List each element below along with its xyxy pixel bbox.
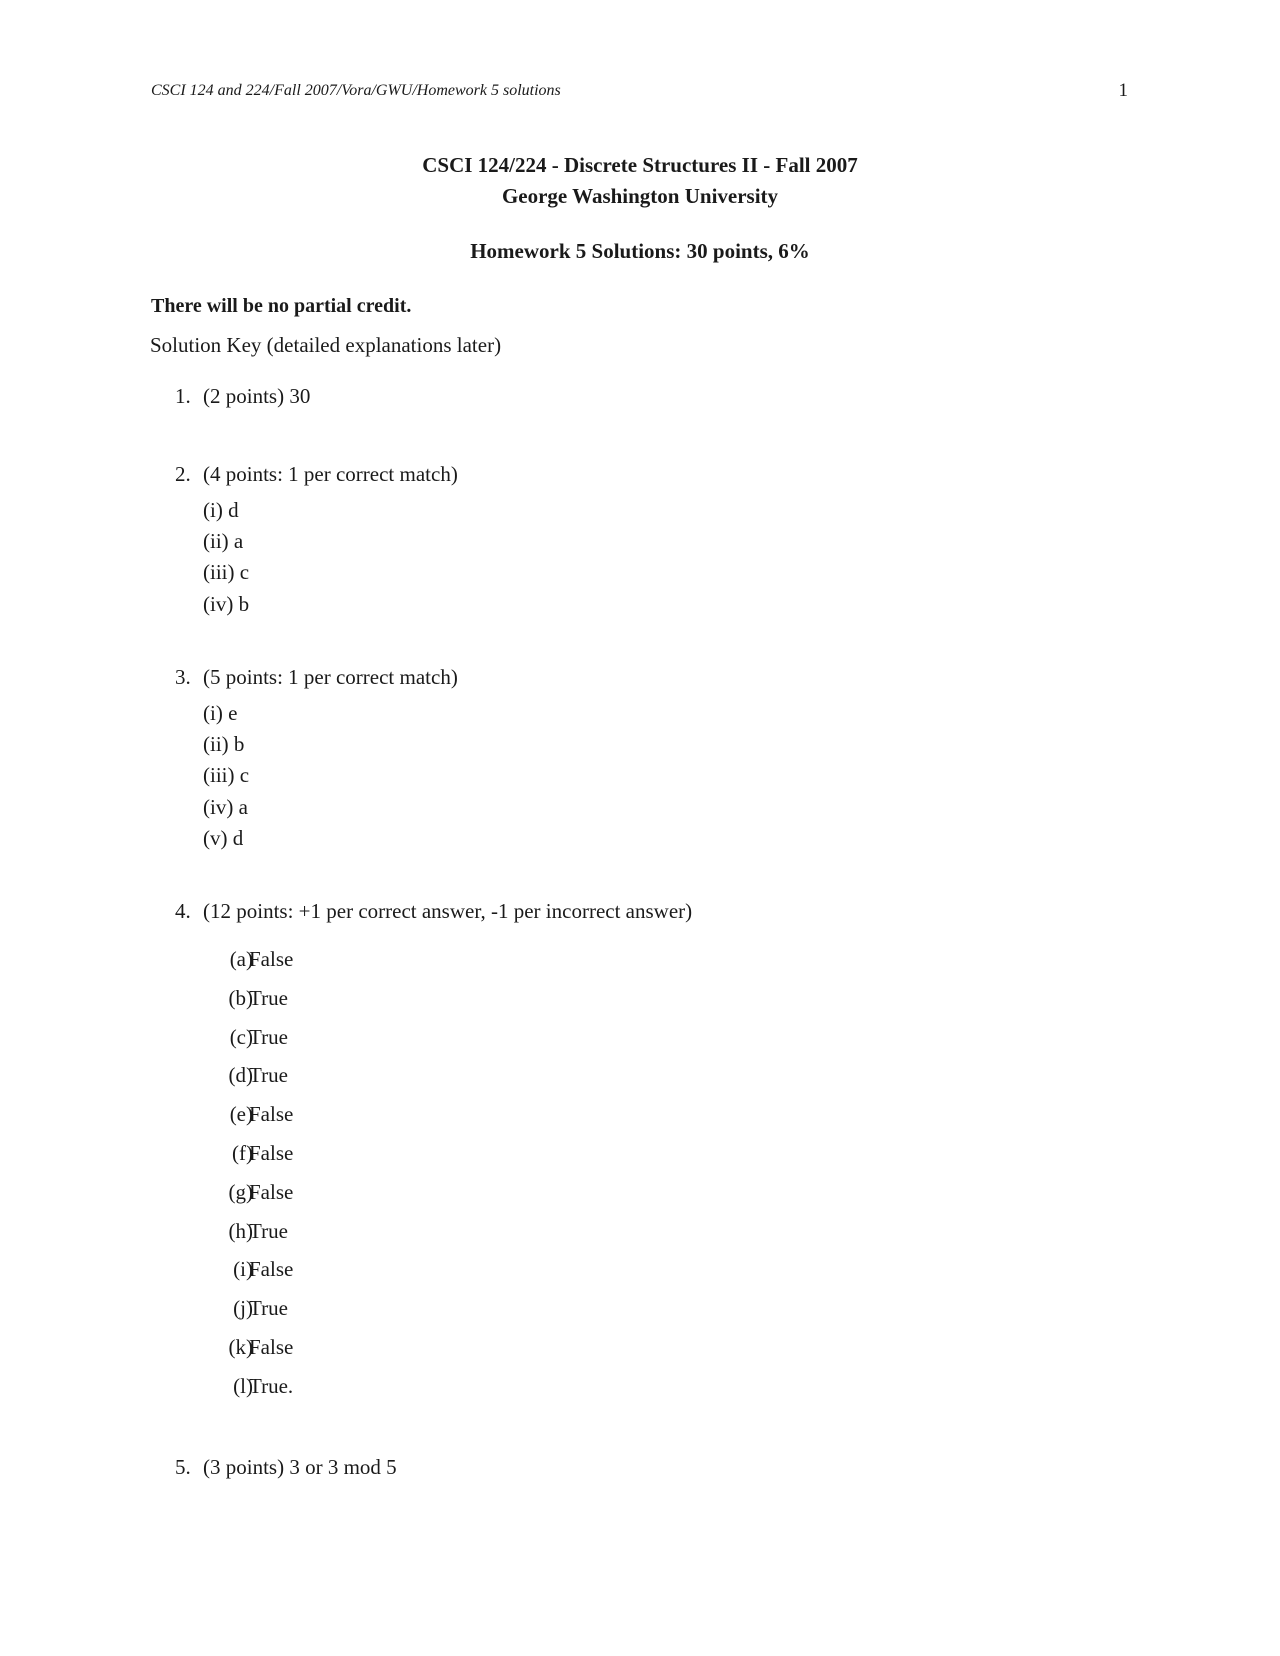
- question-4-answers: [203, 947, 403, 1413]
- answer-item: (iii) c: [203, 763, 250, 788]
- question-text: (5 points: 1 per correct match): [203, 665, 458, 689]
- question-4: [175, 899, 692, 924]
- answer-value: False: [249, 1257, 294, 1282]
- question-1: [175, 384, 310, 409]
- answer-label: (l): [233, 1373, 253, 1398]
- course-title: CSCI 124/224 - Discrete Structures II - Fall 2007: [422, 153, 858, 177]
- homework-title: Homework 5 Solutions: 30 points, 6%: [470, 239, 810, 263]
- answer-item: [203, 986, 403, 1025]
- running-head: CSCI 124 and 224/Fall 2007/Vora/GWU/Homework 5 solutions: [151, 82, 561, 99]
- question-2-answers: [203, 495, 249, 620]
- question-number: 3.: [175, 665, 191, 689]
- answer-item: [203, 1257, 403, 1296]
- title-block: [0, 150, 1280, 212]
- answer-label: (a): [229, 947, 253, 971]
- answer-item: [203, 947, 403, 986]
- answer-label: (b): [228, 985, 253, 1010]
- answer-item: (iii) c: [203, 560, 250, 585]
- page-number: 1: [1118, 80, 1128, 101]
- answer-value: True: [249, 1218, 288, 1243]
- answer-label: (c): [229, 1024, 253, 1049]
- answer-value: False: [249, 1102, 294, 1127]
- university-name: George Washington University: [501, 184, 779, 208]
- answer-value: True: [249, 1063, 288, 1088]
- answer-item: (i) d: [203, 498, 239, 522]
- answer-item: [203, 1296, 403, 1335]
- answer-label: (j): [233, 1296, 253, 1321]
- answer-label: (i): [233, 1257, 253, 1282]
- question-2: [175, 462, 458, 487]
- answer-item: (i) e: [203, 701, 238, 725]
- solution-key-intro: Solution Key (detailed explanations later): [150, 333, 502, 357]
- partial-credit-notice: There will be no partial credit.: [151, 295, 412, 317]
- answer-value: True: [249, 1024, 288, 1049]
- answer-value: False: [249, 947, 294, 971]
- question-number: 2.: [175, 462, 191, 486]
- question-number: 5.: [175, 1455, 191, 1479]
- answer-label: (g): [228, 1179, 253, 1204]
- answer-item: [203, 1025, 403, 1064]
- answer-item: (ii) a: [203, 529, 244, 554]
- answer-label: (f): [232, 1140, 253, 1165]
- answer-item: [203, 1102, 403, 1141]
- answer-label: (d): [228, 1063, 253, 1088]
- question-text: (12 points: +1 per correct answer, -1 per incorrect answer): [203, 899, 693, 923]
- answer-value: False: [249, 1334, 294, 1359]
- answer-value: True: [249, 985, 288, 1010]
- answer-item: [203, 1063, 403, 1102]
- answer-item: [203, 1335, 403, 1374]
- question-text: (3 points) 3 or 3 mod 5: [203, 1455, 397, 1479]
- question-3-answers: [203, 698, 249, 854]
- answer-label: (k): [228, 1334, 253, 1359]
- answer-item: [203, 1180, 403, 1219]
- question-text: (4 points: 1 per correct match): [203, 462, 458, 486]
- answer-item: (ii) b: [203, 732, 245, 757]
- answer-label: (e): [229, 1102, 253, 1127]
- answer-value: True.: [249, 1373, 294, 1398]
- question-5: [175, 1455, 397, 1480]
- question-number: 4.: [175, 899, 191, 923]
- answer-item: (v) d: [203, 825, 244, 850]
- answer-value: False: [249, 1179, 294, 1204]
- answer-item: (iv) a: [203, 794, 248, 819]
- answer-value: True: [249, 1296, 288, 1321]
- answer-item: (iv) b: [203, 591, 250, 616]
- question-3: [175, 665, 458, 690]
- question-number: 1.: [175, 384, 191, 408]
- answer-item: [203, 1219, 403, 1258]
- answer-value: False: [249, 1140, 294, 1165]
- answer-item: [203, 1374, 403, 1413]
- answer-item: [203, 1141, 403, 1180]
- answer-label: (h): [228, 1218, 253, 1243]
- question-text: (2 points) 30: [203, 384, 311, 408]
